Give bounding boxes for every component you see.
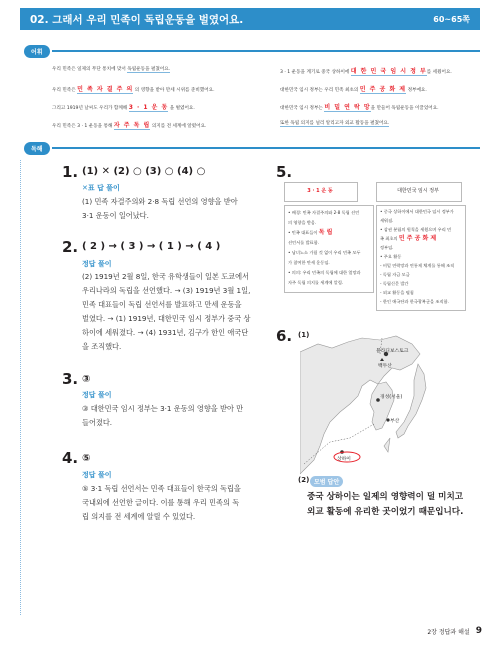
q6-model-answer: 중국 상하이는 일제의 영향력이 덜 미치고 외교 활동에 유리한 곳이었기 때문입니다. [307,492,464,517]
east-asia-map [300,334,450,476]
q4-label: 정답 풀이 [82,471,112,479]
footer-page-number: 9 [475,626,482,636]
q2-answer: ( 2 ) → ( 3 ) → ( 1 ) → ( 4 ) [82,241,221,252]
q6-sub1: (1) [298,331,310,339]
q6-number: 6. [276,327,293,345]
page-footer [427,626,482,636]
vocab-left-1: 우리 민족은 일제의 무단 통치에 맞서 독립운동을 펼쳤어요. [52,67,171,72]
vocab-left-4: 우리 민족은 3 · 1 운동을 통해 자 주 독 립 의지를 전 세계에 알렸어요. [52,122,207,129]
map-label-shanghai: 상하이 [337,457,351,462]
footer-chapter: 2장 정답과 해설 [427,628,470,636]
map-label-seoul: 경성(서울) [380,395,403,400]
q5-right-text: • 중국 상하이에서 대한민국 임시 정부가 세워짐. • 삼권 분립의 원칙을 세웠으며 우리 민 족 최초의 민 주 공 화 제 정부임. • 주요 활동 - 비밀 연락망과 연통제 체계를 통해 조직 - 독립 자금 모금 - 독립신문 발간 - 외교 활동을 펼침 - 한인 애국단과 한국광복군을 조직함. [380,209,455,304]
q1-label: ✕표 답 풀이 [82,184,120,192]
vocab-right-2: 대한민국 임시 정부는 우리 민족 최초의 민 주 공 화 제 정부예요. [280,86,427,93]
vocab-tag: 어휘 [24,45,50,58]
q3-explanation: ③ 대한민국 임시 정부는 3·1 운동의 영향을 받아 만 들어졌다. [82,404,244,427]
q4-answer: ⑤ [82,453,91,464]
q1-explanation: (1) 민족 자결주의와 2·8 독립 선언의 영향을 받아 3·1 운동이 일어났다. [82,197,238,220]
q1-answer: (1) ✕ (2) ○ (3) ○ (4) ○ [82,166,206,177]
vocab-left-2: 우리 민족은 민 족 자 결 주 의 의 영향을 받아 만세 시위를 준비했어요. [52,86,215,93]
q5-right-header: 대한민국 임시 정부 [397,188,439,194]
q4-explanation: ⑤ 3·1 독립 선언서는 민족 대표들이 한국의 독립을 국내외에 선언한 글이다. 이를 통해 우리 민족의 독 립 의지를 전 세계에 알릴 수 있었다. [82,484,241,521]
model-answer-tag: 모범 답안 [310,476,343,487]
reading-tag: 독해 [24,142,50,155]
vocab-left-3: 그리고 1919년 날씨도 우리가 함께해 3 · 1 운 동 을 벌였어요. [52,104,195,111]
vocab-right-3: 대한민국 임시 정부는 비 밀 연 락 망을 만들어 독립운동을 이끌었어요. [280,104,439,111]
map-label-vladivostok: 블라디보스토크 [376,349,409,354]
vocab-divider [52,50,480,52]
mainland-shape [300,336,420,474]
vocab-right-1: 3 · 1 운동을 계기로 중국 상하이에 대 한 민 국 임 시 정 부를 세웠어요. [280,68,452,75]
q2-number: 2. [62,238,79,256]
q2-label: 정답 풀이 [82,260,112,268]
q3-label: 정답 풀이 [82,391,112,399]
q2-explanation: (2) 1919년 2월 8일, 한국 유학생들이 일본 도쿄에서 우리나라의 독립을 선언했다. → (3) 1919년 3월 1일, 민족 대표들이 독립 선언서를 발표하고 만세 운동을 벌였다. → (1) 1919년, 대한민국 임시 정부가 중국 상 하이에 세워졌다. → (4) 1931년, 김구가 한인 애국단 을 조직했다. [82,272,251,351]
q4-number: 4. [62,449,79,467]
map-label-baekdu: 백두산 [378,364,392,369]
q5-left-text: • 배경: 민족 자결주의와 2·8 독립 선언 의 영향을 받음. • 민족 대표들이 독 립 선언서를 발표함. • 남녀노소 가릴 것 없이 우리 민족 모두 가 참여한 만세 운동임. • 의의: 우리 민족의 독립에 대한 열망과 자주 독립 의지를 세계에 알림. [288,210,361,285]
page-range: 60~65쪽 [433,14,470,24]
left-margin-line [20,160,21,615]
section-header [20,8,480,30]
map-label-busan: 부산 [390,419,400,424]
section-title: 02. 그래서 우리 민족이 독립운동을 벌였어요. [30,13,244,26]
q3-number: 3. [62,370,79,388]
japan-shape [396,364,426,438]
q1-number: 1. [62,163,79,181]
kyushu-shape [384,438,390,452]
vocab-right-4: 또한 독립 의지를 널리 알리고자 외교 활동을 펼쳤어요. [280,121,390,126]
q3-answer: ③ [82,374,91,385]
reading-divider [52,147,480,149]
q6-sub2: (2) [298,476,310,484]
q5-left-blank: 독 립 [318,229,333,236]
q5-left-header: 3 · 1 운 동 [307,188,333,194]
q5-right-blank: 민 주 공 화 제 [398,235,437,242]
q5-number: 5. [276,163,293,181]
